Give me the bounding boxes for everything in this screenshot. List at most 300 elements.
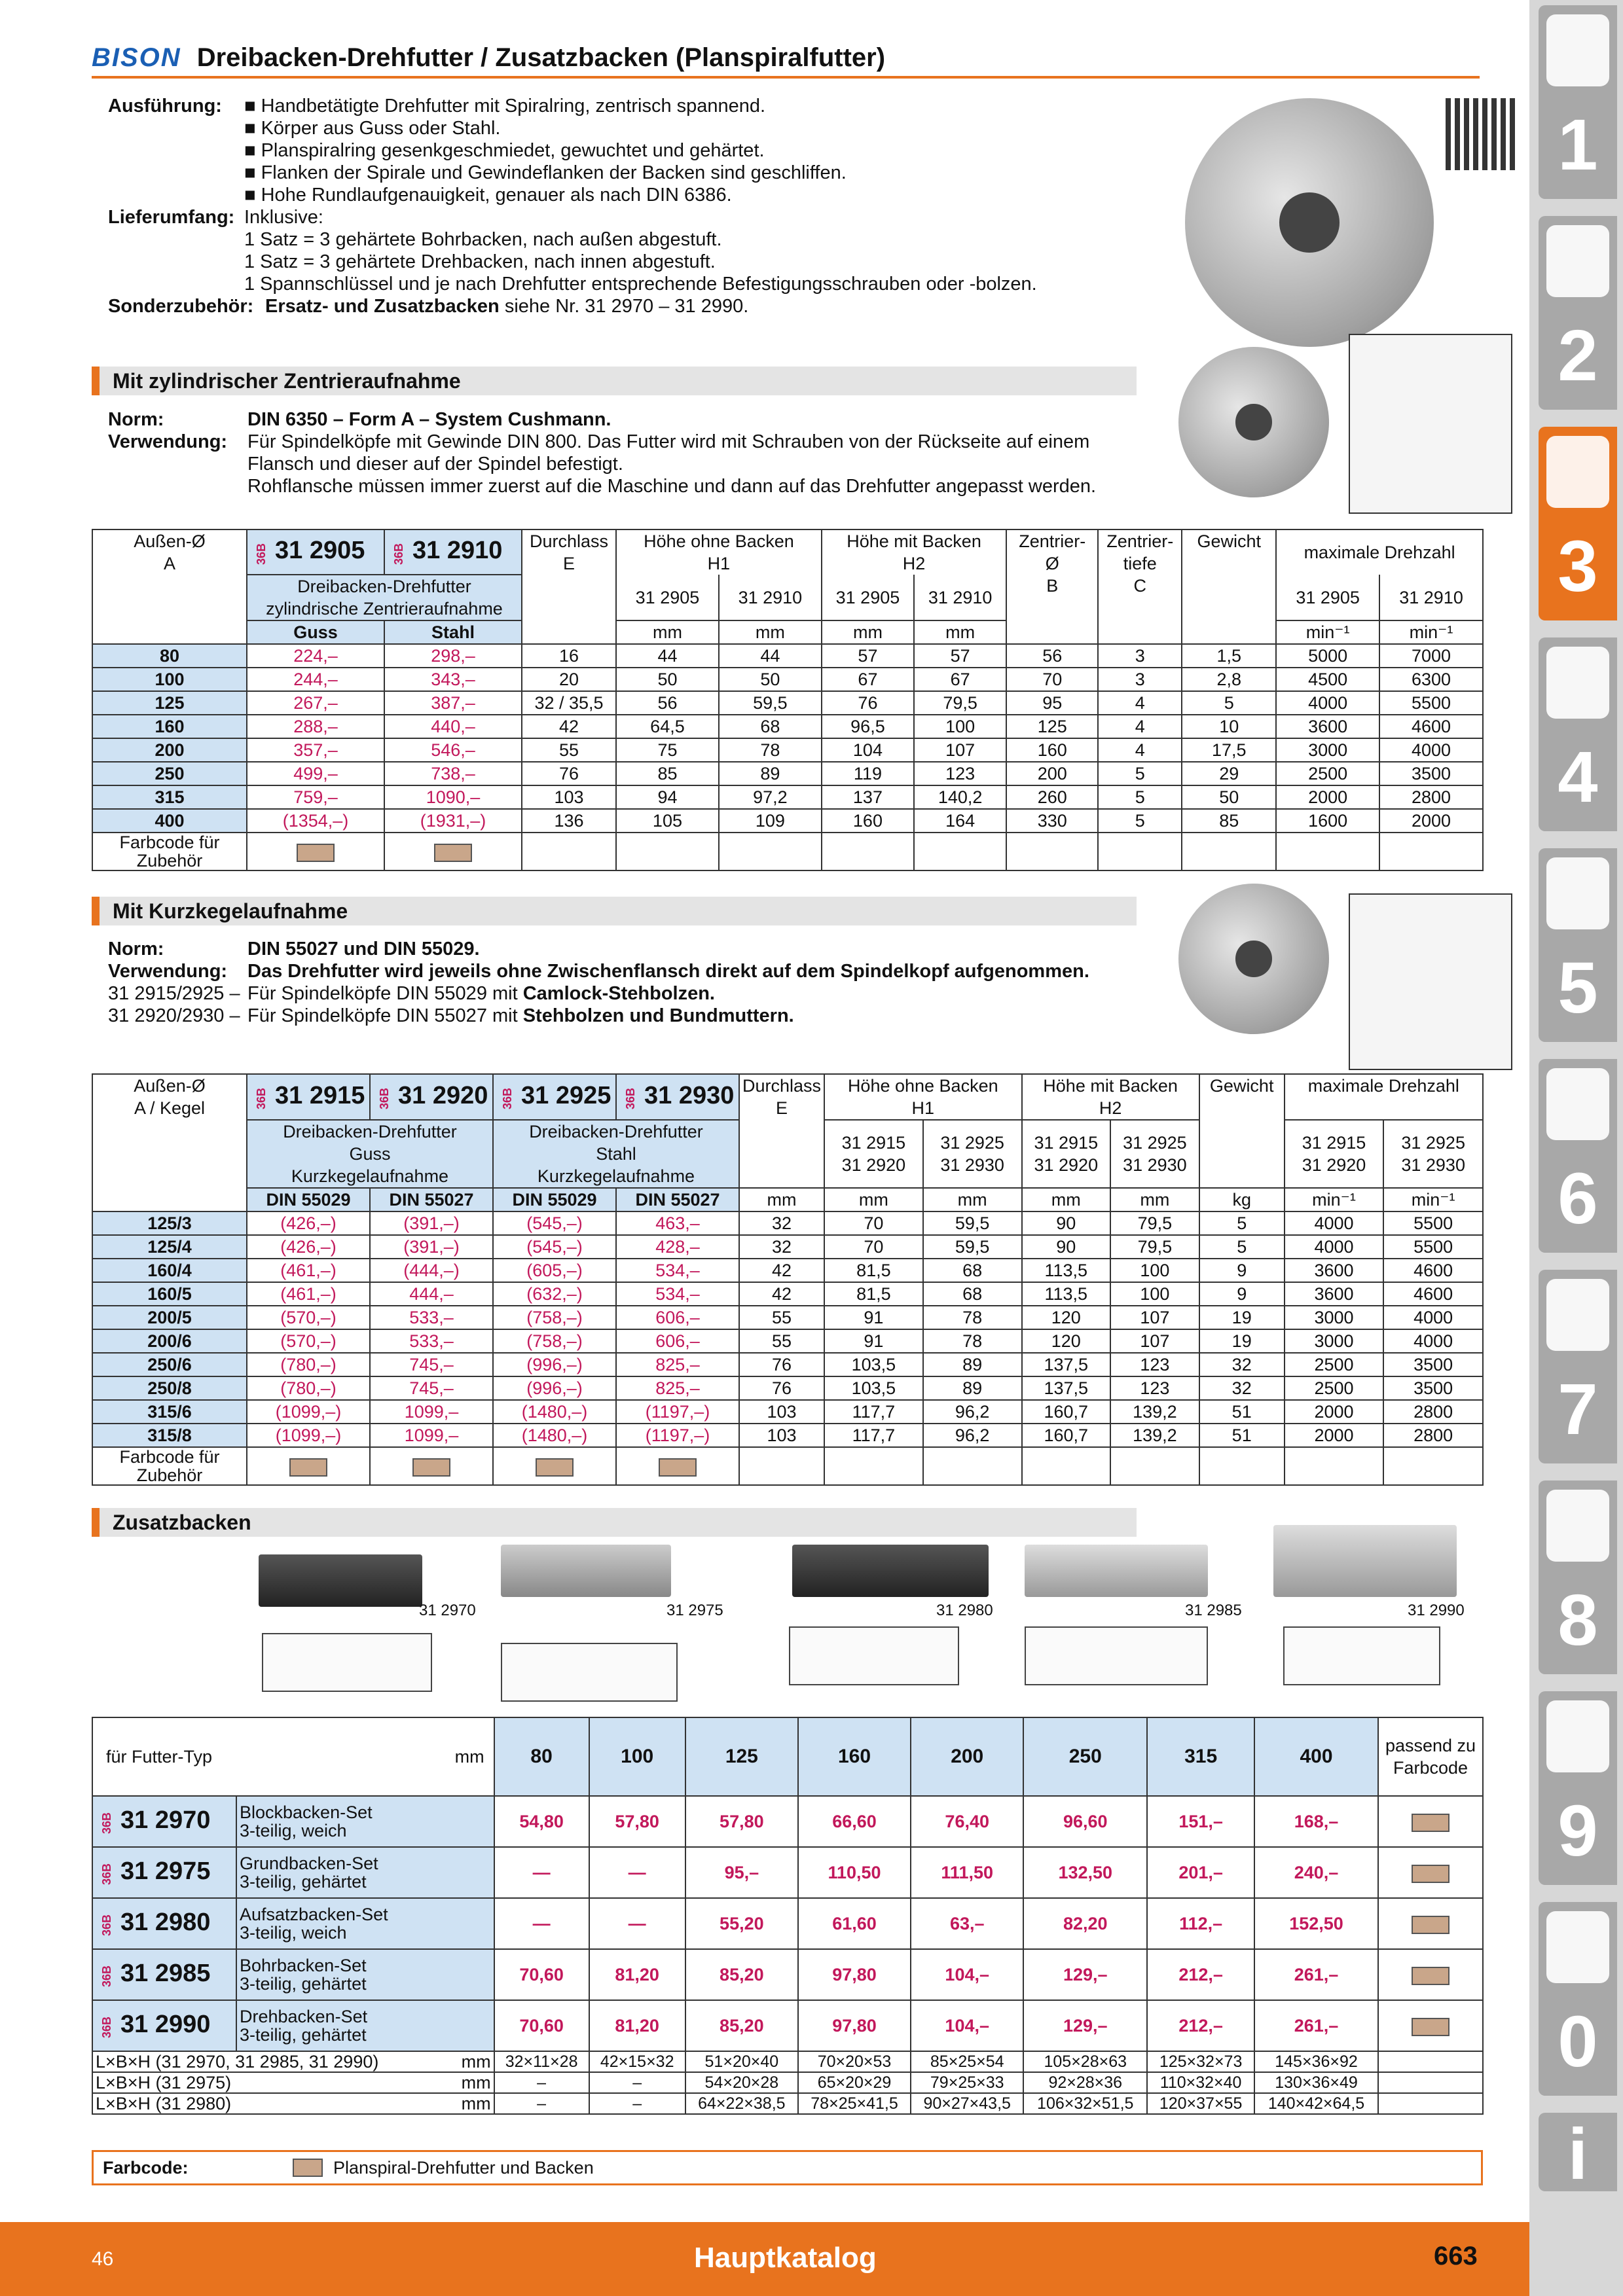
farb-row xyxy=(92,1447,1483,1485)
din-label: DIN 55029 xyxy=(493,1188,616,1211)
sidebar-number: 9 xyxy=(1558,1791,1598,1871)
empty-cell xyxy=(1378,2072,1483,2093)
sub-2915-2920: 31 2915 31 2920 xyxy=(1285,1120,1384,1188)
sonder-bold: Ersatz- und Zusatzbacken xyxy=(265,296,500,317)
size-col: 125 xyxy=(685,1717,798,1796)
table-cell: 32 / 35,5 xyxy=(522,691,616,715)
price-cell: 152,50 xyxy=(1254,1898,1378,1949)
table-cell: 160/5 xyxy=(92,1282,247,1306)
sub-2905: 31 2905 xyxy=(616,575,719,620)
price-cell: 57,80 xyxy=(589,1796,685,1847)
table-row xyxy=(92,1898,1483,1949)
table-cell: 78 xyxy=(923,1306,1022,1329)
liefer-line: Inklusive: xyxy=(244,207,323,228)
jaw-image-2970 xyxy=(259,1554,422,1607)
table-row xyxy=(92,1211,1483,1235)
footer xyxy=(0,2222,1529,2296)
table-row xyxy=(92,1949,1483,2000)
table-cell: 70 xyxy=(824,1235,923,1259)
table-cell: 94 xyxy=(616,785,719,809)
table-cell: 96,2 xyxy=(923,1424,1022,1447)
price-cell: 212,– xyxy=(1147,1949,1254,2000)
category-icon xyxy=(1546,857,1609,929)
table-cell: 32 xyxy=(1199,1376,1285,1400)
price-cell: 112,– xyxy=(1147,1898,1254,1949)
farb-cell xyxy=(719,833,822,870)
table-cell: 79,5 xyxy=(914,691,1006,715)
price-cell: 168,– xyxy=(1254,1796,1378,1847)
dim-cell: – xyxy=(589,2093,685,2114)
section-title: Mit zylindrischer Zentrieraufnahme xyxy=(113,368,461,393)
table-cell: 244,– xyxy=(247,668,384,691)
sidebar-tab-3[interactable] xyxy=(1539,427,1617,620)
table-cell: 42 xyxy=(739,1282,824,1306)
table-cell: 32 xyxy=(1199,1353,1285,1376)
table-cell: 533,– xyxy=(370,1306,493,1329)
table-cell: 109 xyxy=(719,809,822,833)
table-cell: 123 xyxy=(1110,1376,1199,1400)
price-cell: 66,60 xyxy=(798,1796,911,1847)
table-cell: (1480,–) xyxy=(493,1424,616,1447)
page-title: Dreibacken-Drehfutter / Zusatzbacken (Planspiralfutter) xyxy=(196,43,886,72)
table-cell: 137,5 xyxy=(1022,1376,1111,1400)
size-col: 80 xyxy=(494,1717,589,1796)
table-cell: 160 xyxy=(92,715,247,738)
table-cell: 125/4 xyxy=(92,1235,247,1259)
table-cell: 120 xyxy=(1022,1329,1111,1353)
table-cell: 10 xyxy=(1182,715,1276,738)
table-cell: (570,–) xyxy=(247,1329,370,1353)
table-cell: 298,– xyxy=(384,644,522,668)
table-cell: 139,2 xyxy=(1110,1400,1199,1424)
farb-cell xyxy=(1378,1796,1483,1847)
col-hoehe-mit: Höhe mit Backen H2 xyxy=(822,529,1006,575)
dim-row xyxy=(92,2051,1483,2072)
jaw-image-2980 xyxy=(792,1545,989,1597)
table-cell: 4000 xyxy=(1379,738,1483,762)
price-cell: 85,20 xyxy=(685,2000,798,2051)
table-cell: 7000 xyxy=(1379,644,1483,668)
table-cell: 3600 xyxy=(1285,1282,1384,1306)
table-cell: 19 xyxy=(1199,1306,1285,1329)
table-cell: 160 xyxy=(1006,738,1098,762)
farb-cell xyxy=(914,833,1006,870)
dim-unit: mm xyxy=(461,2052,491,2072)
table-cell: 55 xyxy=(522,738,616,762)
size-col: 315 xyxy=(1147,1717,1254,1796)
table-cell: 59,5 xyxy=(923,1235,1022,1259)
table-cell: (605,–) xyxy=(493,1259,616,1282)
sidebar-tab-i[interactable] xyxy=(1539,2113,1617,2195)
name-line: 3-teilig, weich xyxy=(240,1923,347,1943)
qr-code xyxy=(1446,98,1518,170)
sidebar-number: 0 xyxy=(1558,2001,1598,2082)
color-swatch xyxy=(1412,1814,1450,1832)
sub-2905: 31 2905 xyxy=(822,575,914,620)
color-swatch xyxy=(1412,1967,1450,1985)
price-cell: 104,– xyxy=(911,1949,1023,2000)
product-code xyxy=(92,1949,236,2000)
table-cell: 125/3 xyxy=(92,1211,247,1235)
section-title: Zusatzbacken xyxy=(113,1510,251,1534)
t2-desc-guss: Dreibacken-Drehfutter Guss Kurzkegelaufnahme xyxy=(247,1120,493,1188)
din-label: DIN 55027 xyxy=(616,1188,739,1211)
passend-col: passend zu Farbcode xyxy=(1378,1717,1483,1796)
col-hoehe-ohne: Höhe ohne Backen H1 xyxy=(616,529,822,575)
price-cell: 111,50 xyxy=(911,1847,1023,1898)
name-line: Aufsatzbacken-Set xyxy=(240,1905,388,1924)
product-code xyxy=(92,2000,236,2051)
table-cell: 3000 xyxy=(1276,738,1379,762)
table-row xyxy=(92,1282,1483,1306)
table-cell: (426,–) xyxy=(247,1211,370,1235)
table-row xyxy=(92,785,1483,809)
farbcode-swatch xyxy=(293,2159,323,2177)
col-tiefe: Zentrier- tiefe C xyxy=(1098,529,1182,644)
table-cell: 42 xyxy=(522,715,616,738)
sidebar-tab-6[interactable] xyxy=(1539,1059,1617,1253)
price-cell: 81,20 xyxy=(589,2000,685,2051)
table-cell: 1099,– xyxy=(370,1400,493,1424)
liefer-line: 1 Satz = 3 gehärtete Drehbacken, nach innen abgestuft. xyxy=(244,251,716,272)
table-cell: 139,2 xyxy=(1110,1424,1199,1447)
unit: kg xyxy=(1199,1188,1285,1211)
table-cell: 745,– xyxy=(370,1376,493,1400)
table-zusatzbacken xyxy=(92,1717,1484,2115)
table-cell: 428,– xyxy=(616,1235,739,1259)
col-drehzahl: maximale Drehzahl xyxy=(1285,1074,1483,1120)
color-swatch xyxy=(536,1458,574,1477)
table-cell: 123 xyxy=(1110,1353,1199,1376)
name-line: Blockbacken-Set xyxy=(240,1803,373,1822)
table-row xyxy=(92,1424,1483,1447)
sidebar-tab-9[interactable] xyxy=(1539,1691,1617,1885)
table-cell: 44 xyxy=(719,644,822,668)
ausf-line: ■ Hohe Rundlaufgenauigkeit, genauer als nach DIN 6386. xyxy=(244,185,732,206)
table-cell: 200/6 xyxy=(92,1329,247,1353)
table-cell: 3600 xyxy=(1276,715,1379,738)
table-cell: 89 xyxy=(923,1353,1022,1376)
guss-label: Guss xyxy=(247,620,384,644)
col-drehzahl: maximale Drehzahl xyxy=(1276,529,1483,575)
table-cell: 125 xyxy=(1006,715,1098,738)
table-row xyxy=(92,1259,1483,1282)
table-cell: 6300 xyxy=(1379,668,1483,691)
col-aussen: Außen-Ø A / Kegel xyxy=(92,1074,247,1211)
table-cell: 387,– xyxy=(384,691,522,715)
table-cell: 606,– xyxy=(616,1329,739,1353)
name-line: Drehbacken-Set xyxy=(240,2007,368,2026)
table-cell: 56 xyxy=(1006,644,1098,668)
ausf-line: ■ Körper aus Guss oder Stahl. xyxy=(244,118,501,139)
dim-cell: 54×20×28 xyxy=(685,2072,798,2093)
price-cell: 95,– xyxy=(685,1847,798,1898)
unit: mm xyxy=(824,1188,923,1211)
table-cell: 160,7 xyxy=(1022,1400,1111,1424)
table-cell: 3600 xyxy=(1285,1259,1384,1282)
table-cell: 100 xyxy=(1110,1259,1199,1282)
table-row xyxy=(92,1847,1483,1898)
table-cell: 55 xyxy=(739,1329,824,1353)
table-cell: 3 xyxy=(1098,668,1182,691)
table-cell: 2800 xyxy=(1383,1400,1483,1424)
sidebar xyxy=(1529,0,1623,2296)
table-cell: 4000 xyxy=(1383,1329,1483,1353)
table-row xyxy=(92,1329,1483,1353)
table-cell: 200 xyxy=(1006,762,1098,785)
dim-cell: 145×36×92 xyxy=(1254,2051,1378,2072)
product-name xyxy=(236,1898,494,1949)
name-line: 3-teilig, weich xyxy=(240,1821,347,1840)
dim-label xyxy=(92,2072,494,2093)
table-cell: 160/4 xyxy=(92,1259,247,1282)
chuck-photo-kegel xyxy=(1178,884,1329,1034)
sidebar-number: 4 xyxy=(1558,737,1598,817)
col-hoehe-mit: Höhe mit Backen H2 xyxy=(1022,1074,1199,1120)
table-cell: 260 xyxy=(1006,785,1098,809)
dim-row xyxy=(92,2093,1483,2114)
table-cell: 2800 xyxy=(1379,785,1483,809)
col-hoehe-ohne: Höhe ohne Backen H1 xyxy=(824,1074,1021,1120)
table-cell: 91 xyxy=(824,1306,923,1329)
dim-text: L×B×H (31 2980) xyxy=(96,2094,232,2113)
farb-cell xyxy=(1383,1447,1483,1485)
table-cell: 3500 xyxy=(1383,1376,1483,1400)
jaw-drawing-2975 xyxy=(501,1643,678,1702)
table-cell: 4600 xyxy=(1379,715,1483,738)
unit: min⁻¹ xyxy=(1383,1188,1483,1211)
section-zylindrisch xyxy=(92,367,1137,395)
table-cell: (758,–) xyxy=(493,1306,616,1329)
code-range: 31 2920/2930 – xyxy=(108,1005,240,1026)
sidebar-number: 2 xyxy=(1558,315,1598,396)
tag-36b: 36B xyxy=(100,2017,113,2039)
sidebar-tab-8[interactable] xyxy=(1539,1480,1617,1674)
farb-cell xyxy=(923,1447,1022,1485)
col-aussen: Außen-Ø A xyxy=(92,529,247,644)
dim-cell: 70×20×53 xyxy=(798,2051,911,2072)
farb-cell xyxy=(370,1447,493,1485)
table-row xyxy=(92,762,1483,785)
verw-line: Rohflansche müssen immer zuerst auf die Maschine und dann auf das Drehfutter angepasst werden. xyxy=(247,476,1097,497)
jaw-code: 31 2980 xyxy=(936,1602,993,1619)
empty-cell xyxy=(1378,2093,1483,2114)
farb-cell xyxy=(1378,1949,1483,2000)
table-cell: 107 xyxy=(914,738,1006,762)
dim-cell: 90×27×43,5 xyxy=(911,2093,1023,2114)
table-cell: 4 xyxy=(1098,738,1182,762)
v1b: Camlock-Stehbolzen. xyxy=(522,983,715,1004)
sidebar-tab-4[interactable] xyxy=(1539,637,1617,831)
table-cell: 499,– xyxy=(247,762,384,785)
v2b: Stehbolzen und Bundmuttern. xyxy=(522,1005,794,1026)
table-cell: 89 xyxy=(719,762,822,785)
color-swatch xyxy=(1412,1865,1450,1883)
color-swatch xyxy=(1412,1916,1450,1934)
table-cell: 51 xyxy=(1199,1424,1285,1447)
color-swatch xyxy=(1412,2018,1450,2036)
table-cell: 89 xyxy=(923,1376,1022,1400)
price-cell: 151,– xyxy=(1147,1796,1254,1847)
dim-cell: 125×32×73 xyxy=(1147,2051,1254,2072)
table-cell: 103 xyxy=(522,785,616,809)
sidebar-tab-2[interactable] xyxy=(1539,216,1617,410)
table-cell: 104 xyxy=(822,738,914,762)
table-cell: 200/5 xyxy=(92,1306,247,1329)
table-row xyxy=(92,1796,1483,1847)
dim-cell: 65×20×29 xyxy=(798,2072,911,2093)
table-cell: 200 xyxy=(92,738,247,762)
table-cell: (391,–) xyxy=(370,1211,493,1235)
table-cell: (1197,–) xyxy=(616,1400,739,1424)
sub-2905: 31 2905 xyxy=(1276,575,1379,620)
dim-cell: – xyxy=(494,2072,589,2093)
norm-label: Norm: xyxy=(108,939,164,960)
col-durchlass: Durchlass E xyxy=(739,1074,824,1188)
table-cell: 2500 xyxy=(1285,1376,1384,1400)
table-cell: 140,2 xyxy=(914,785,1006,809)
table-cell: 2000 xyxy=(1285,1400,1384,1424)
table-cell: 78 xyxy=(923,1329,1022,1353)
table-cell: 70 xyxy=(824,1211,923,1235)
table-cell: 55 xyxy=(739,1306,824,1329)
table-cell: 4600 xyxy=(1383,1259,1483,1282)
col-2925: 36B 31 2925 xyxy=(493,1074,616,1120)
jaw-drawing-2980 xyxy=(789,1626,959,1685)
stahl-label: Stahl xyxy=(384,620,522,644)
dim-cell: 140×42×64,5 xyxy=(1254,2093,1378,2114)
farb-cell xyxy=(1378,1847,1483,1898)
sidebar-tab-0[interactable] xyxy=(1539,1902,1617,2096)
sub-2925-2930: 31 2925 31 2930 xyxy=(923,1120,1022,1188)
table-cell: 5500 xyxy=(1379,691,1483,715)
price-cell: 104,– xyxy=(911,2000,1023,2051)
table-cell: 91 xyxy=(824,1329,923,1353)
product-code xyxy=(92,1847,236,1898)
table-cell: 2000 xyxy=(1276,785,1379,809)
table-cell: 100 xyxy=(92,668,247,691)
color-swatch xyxy=(434,844,472,862)
page-number: 663 xyxy=(1434,2242,1478,2270)
unit: mm xyxy=(616,620,719,644)
norm-text: DIN 6350 – Form A – System Cushmann. xyxy=(247,409,611,430)
table-cell: 113,5 xyxy=(1022,1259,1111,1282)
sub-2915-2920: 31 2915 31 2920 xyxy=(1022,1120,1111,1188)
verw-line: Flansch und dieser auf der Spindel befestigt. xyxy=(247,454,623,475)
table-cell: 4 xyxy=(1098,691,1182,715)
size-col: 250 xyxy=(1023,1717,1147,1796)
farbcode-text: Planspiral-Drehfutter und Backen xyxy=(333,2157,594,2178)
farb-cell xyxy=(824,1447,923,1485)
dim-label xyxy=(92,2093,494,2114)
farb-cell xyxy=(247,833,384,870)
table-cell: 3500 xyxy=(1383,1353,1483,1376)
sub-2925-2930: 31 2925 31 2930 xyxy=(1383,1120,1483,1188)
table-cell: 123 xyxy=(914,762,1006,785)
table-cell: 117,7 xyxy=(824,1424,923,1447)
farb-cell xyxy=(1098,833,1182,870)
table-cell: 2000 xyxy=(1285,1424,1384,1447)
table-cell: 107 xyxy=(1110,1306,1199,1329)
name-line: 3-teilig, gehärtet xyxy=(240,1872,367,1892)
price-cell: — xyxy=(494,1847,589,1898)
table-kurzkegel xyxy=(92,1073,1484,1486)
sidebar-tab-1[interactable] xyxy=(1539,5,1617,199)
farb-cell xyxy=(522,833,616,870)
col-2920: 36B 31 2920 xyxy=(370,1074,493,1120)
dim-row xyxy=(92,2072,1483,2093)
code-text: 31 2975 xyxy=(120,1857,211,1885)
table-cell: 534,– xyxy=(616,1259,739,1282)
table-cell: 90 xyxy=(1022,1211,1111,1235)
tag-36b: 36B xyxy=(100,1914,113,1937)
size-col: 100 xyxy=(589,1717,685,1796)
table-cell: (632,–) xyxy=(493,1282,616,1306)
farb-cell xyxy=(1378,1898,1483,1949)
dim-cell: 78×25×41,5 xyxy=(798,2093,911,2114)
unit: min⁻¹ xyxy=(1276,620,1379,644)
sidebar-tab-7[interactable] xyxy=(1539,1270,1617,1463)
color-swatch xyxy=(412,1458,450,1477)
liefer-line: 1 Spannschlüssel und je nach Drehfutter entsprechende Befestigungsschrauben oder -bolzen. xyxy=(244,274,1037,295)
table-cell: (996,–) xyxy=(493,1376,616,1400)
table-cell: 315/6 xyxy=(92,1400,247,1424)
sec2-text xyxy=(108,938,1089,1027)
table-cell: 85 xyxy=(1182,809,1276,833)
sidebar-number: 7 xyxy=(1558,1369,1598,1450)
table-cell: 90 xyxy=(1022,1235,1111,1259)
table-cell: 103,5 xyxy=(824,1376,923,1400)
table-cell: 125 xyxy=(92,691,247,715)
price-cell: 82,20 xyxy=(1023,1898,1147,1949)
table-cell: 119 xyxy=(822,762,914,785)
table-cell: 463,– xyxy=(616,1211,739,1235)
code-text: 31 2990 xyxy=(120,2010,211,2038)
category-icon xyxy=(1546,1911,1609,1983)
jaw-code: 31 2990 xyxy=(1408,1602,1465,1619)
jaw-drawing-2970 xyxy=(262,1633,432,1692)
price-cell: 97,80 xyxy=(798,2000,911,2051)
sec1-text xyxy=(108,408,1096,497)
table-cell: 4000 xyxy=(1285,1211,1384,1235)
table-cell: (461,–) xyxy=(247,1282,370,1306)
table-cell: 3000 xyxy=(1285,1306,1384,1329)
table-cell: 56 xyxy=(616,691,719,715)
category-icon xyxy=(1546,1700,1609,1772)
table-cell: (461,–) xyxy=(247,1259,370,1282)
farb-cell xyxy=(384,833,522,870)
table-cell: 50 xyxy=(616,668,719,691)
table-cell: 2500 xyxy=(1276,762,1379,785)
verw-label: Verwendung: xyxy=(108,431,228,452)
price-cell: 129,– xyxy=(1023,1949,1147,2000)
table-cell: 59,5 xyxy=(719,691,822,715)
price-cell: 201,– xyxy=(1147,1847,1254,1898)
chuck-photo-back xyxy=(1178,347,1329,497)
table-cell: 4000 xyxy=(1285,1235,1384,1259)
sidebar-tab-5[interactable] xyxy=(1539,848,1617,1042)
sub-2910: 31 2910 xyxy=(914,575,1006,620)
size-col: 200 xyxy=(911,1717,1023,1796)
dim-cell: 79×25×33 xyxy=(911,2072,1023,2093)
table-cell: 20 xyxy=(522,668,616,691)
name-line: Bohrbacken-Set xyxy=(240,1956,367,1975)
farb-cell xyxy=(739,1447,824,1485)
table-cell: (758,–) xyxy=(493,1329,616,1353)
table-cell: 79,5 xyxy=(1110,1235,1199,1259)
farb-cell xyxy=(1006,833,1098,870)
table-cell: 70 xyxy=(1006,668,1098,691)
